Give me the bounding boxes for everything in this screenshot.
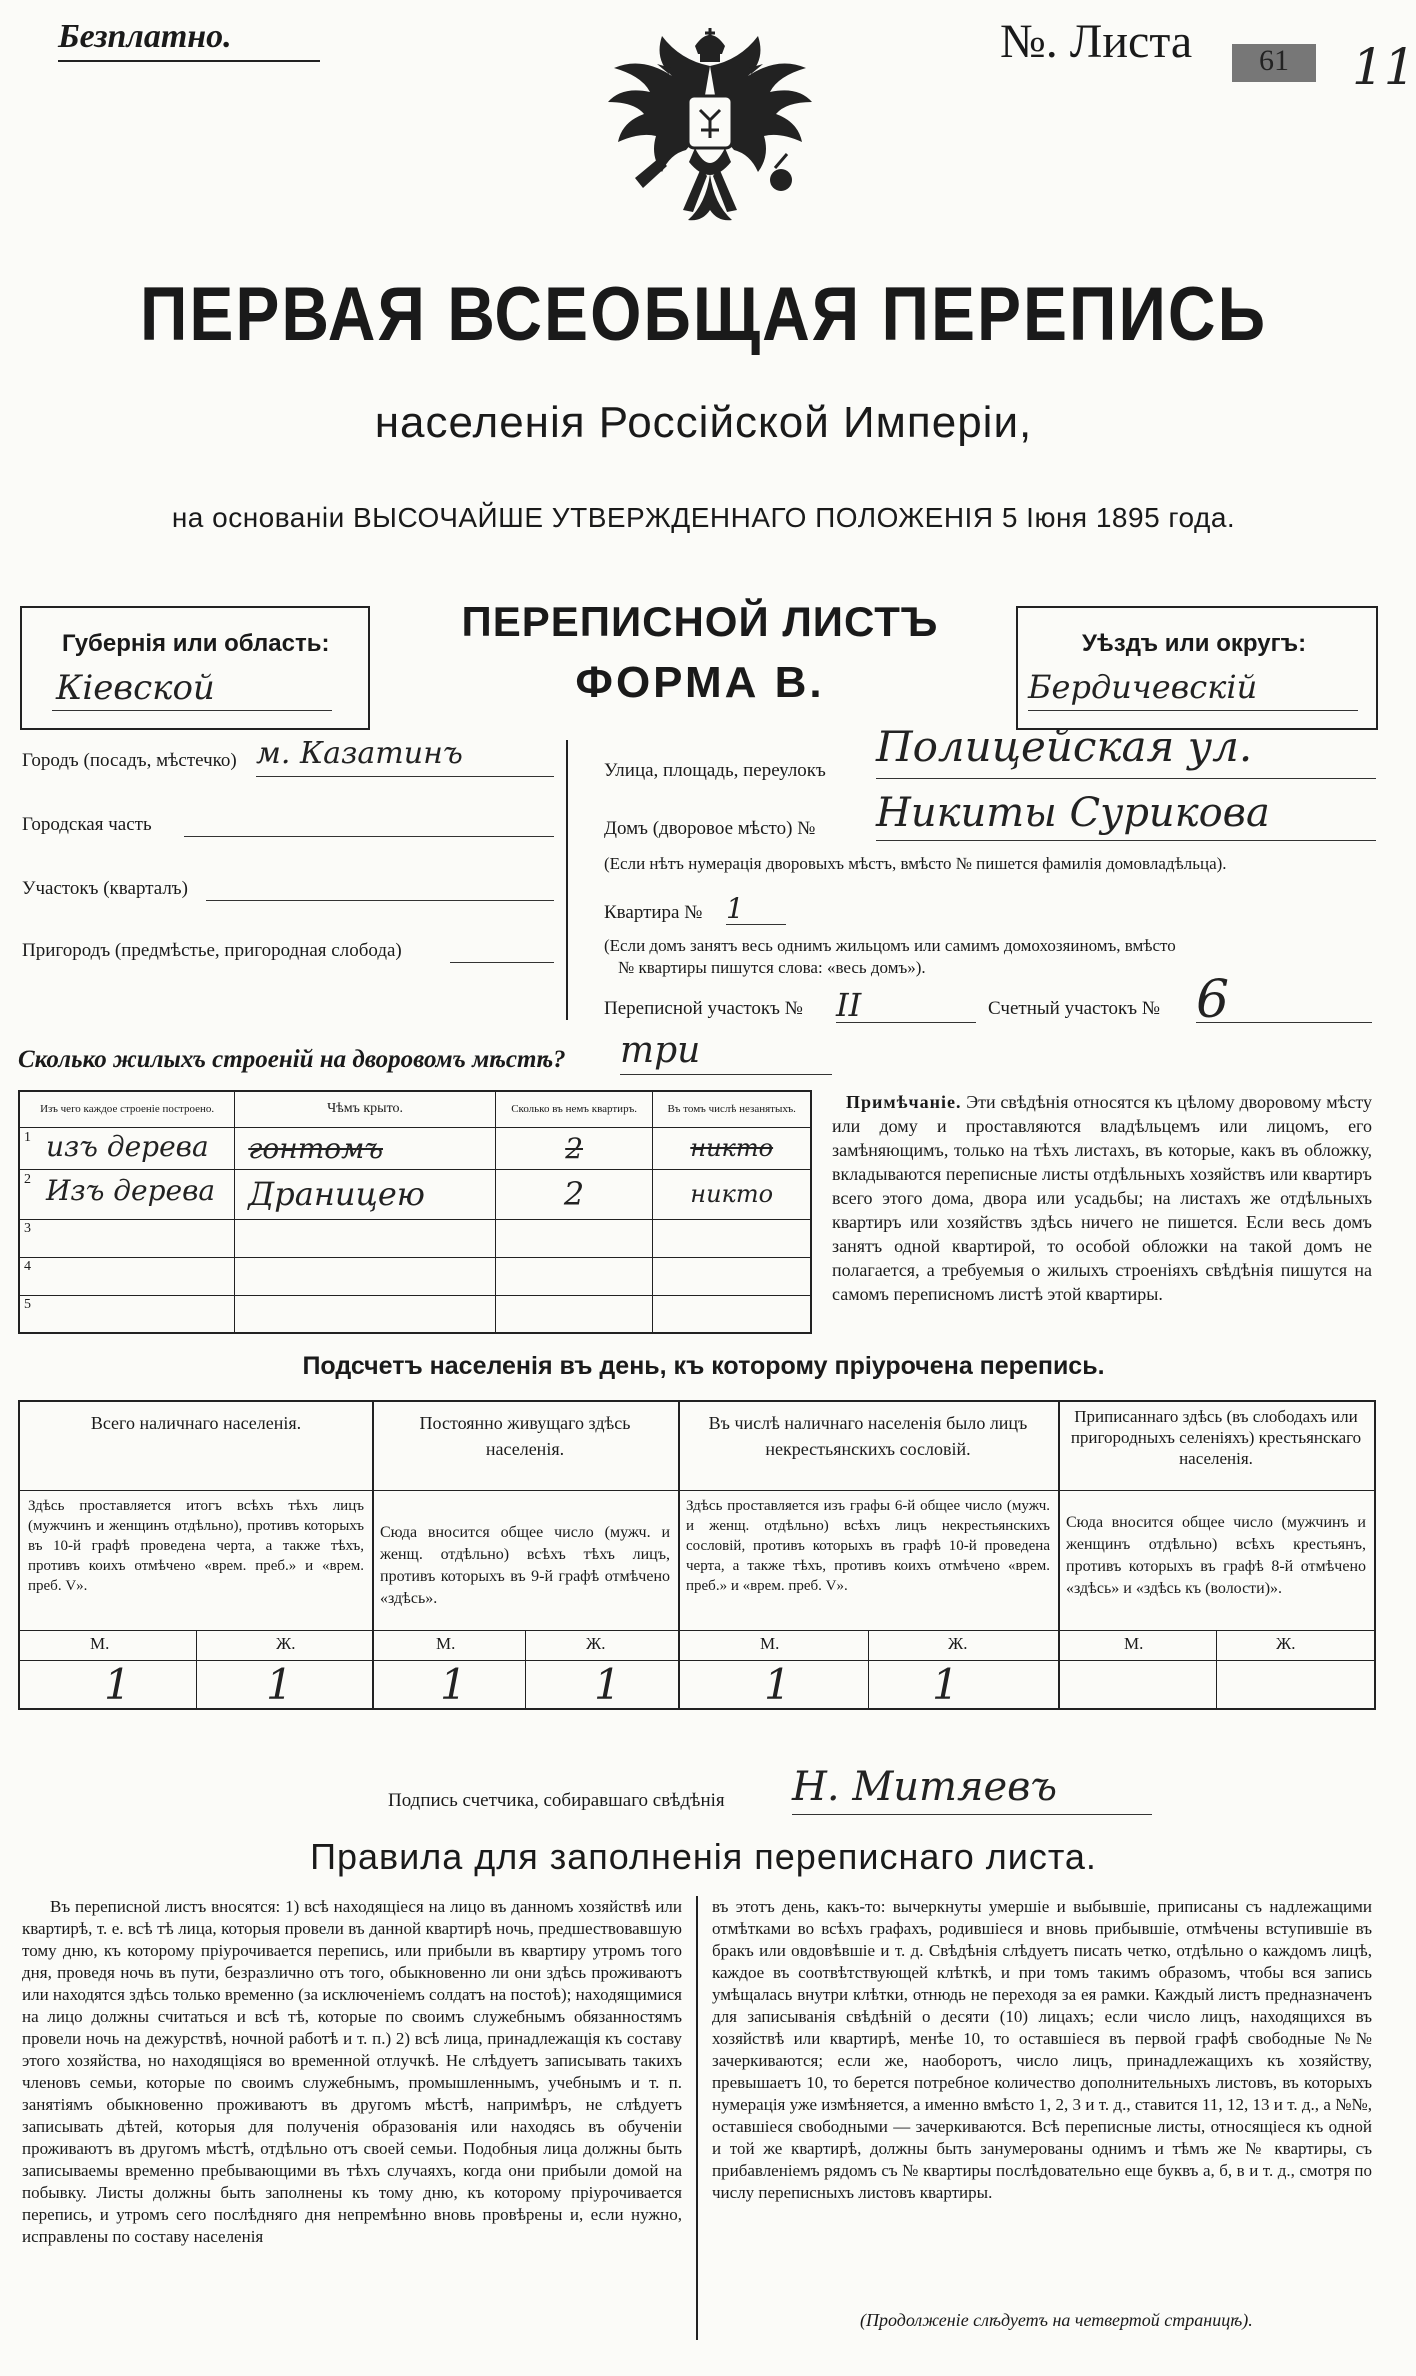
uezd-value[interactable]: Бердичевскій: [1028, 668, 1258, 706]
rules-left-column: Въ переписной листъ вносятся: 1) всѣ находящіеся на лицо въ данномъ хозяйствѣ или квартирѣ, т. е. всѣ тѣ лица, которыя провели въ данной квартирѣ ночь, предшествовавшую тому дню, къ которому пріурочивается перепись, или прибыли въ квартиру утромъ того дня, проведя ночь въ пути, безразлично отъ того, обыкновенно ли они здѣсь проживаютъ или находятся здѣсь только временно (за исключеніемъ солдатъ на постоѣ); находящимися на лицо должны считаться и всѣ тѣ, которые по своимъ служебнымъ обязанностямъ провели ночь на дежурствѣ, ночной работѣ и т. п.) 2) всѣ лица, принадлежащія къ составу этого хозяйства, но находящіяся во временной отлучкѣ. Не слѣдуетъ записывать такихъ членовъ семьи, которые по своимъ служебнымъ, промышленнымъ, учебнымъ и т. п. занятіямъ обыкновенно проживаютъ въ другомъ мѣстѣ, напримѣръ, не слѣдуетъ записывать дѣтей, которыя для полученія образованія или находясь въ обученіи проживаютъ въ другомъ мѣстѣ, отдѣльно отъ своей семьи. Подобныя лица должны быть записываемы временно пребывающими въ тѣхъ случаяхъ, когда они прибыли домой на побывку. Листы должны быть заполнены къ тому дню, къ которому пріурочивается перепись, и утромъ сего послѣдняго дня непремѣнно вновь провѣрены и, если нужно, исправлены по составу населенія: [22, 1897, 682, 2246]
gubernia-label: Губернія или область:: [62, 630, 330, 657]
city-value[interactable]: м. Казатинъ: [256, 736, 554, 777]
buildings-table: [18, 1090, 812, 1334]
street-value[interactable]: Полицейская ул.: [876, 722, 1376, 779]
permanent-female-value[interactable]: 1: [594, 1660, 621, 1709]
rules-continued: (Продолженіе слѣдуетъ на четвертой страницѣ).: [860, 2310, 1253, 2330]
apt-label: Квартира №: [604, 902, 703, 923]
rules-right-column: въ этотъ день, какъ-то: вычеркнуты умершіе и выбывшіе, приписаны съ надлежащими отмѣтками во всѣхъ графахъ, родившіеся и вновь прибывшіе, отмѣчены вступившіе въ бракъ или овдовѣвшіе и т. д. Свѣдѣнія слѣдуетъ писать четко, отдѣльно о каждомъ лицѣ, каждое въ соотвѣтствующей клѣткѣ, и при томъ такимъ образомъ, чтобы вся запись умѣщалась внутри клѣтки, отнюдь не переходя за ея рамки. Каждый листъ предназначенъ для записыванія свѣдѣній о десяти (10) лицахъ; если число лицъ, находящихся въ хозяйствѣ или квартирѣ, менѣе 10, то оставшіеся въ первой графѣ свободные №№ зачеркиваются; если же, наоборотъ, число лицъ, принадлежащихъ къ хозяйству, превышаетъ 10, то берется потребное количество дополнительныхъ листовъ, въ которыхъ нумерація уже измѣняется, а именно вмѣсто 1, 2, 3 и т. д., ставится 11, 12, 13 и т. д., а №№, оставшіеся свободными — зачеркиваются. Всѣ переписные листы, относящіеся къ одной и той же квартирѣ, должны быть занумерованы однимъ и тѣмъ же № квартиры, съ прибавленіемъ рядомъ съ № квартиры послѣдовательно еще буквъ а, б, в и т. д., смотря по числу переписныхъ листовъ квартиры.: [712, 1897, 1372, 2202]
header-roof: Чѣмъ крыто.: [235, 1091, 496, 1127]
population-col-4: Приписаннаго здѣсь (въ слободахъ или пригородныхъ селеніяхъ) крестьянскаго населенія. Сюда вносится общее число (мужчинъ и женщинъ отдѣльно) всѣхъ крестьянъ, противъ которыхъ въ графѣ 8-й отмѣчено «здѣсь» и «здѣсь къ (волости)».: [1058, 1402, 1374, 1708]
table-row: 3: [19, 1219, 811, 1257]
prigorod-field[interactable]: [450, 962, 554, 963]
apt-note-2: № квартиры пишутся слова: «весь домъ»).: [618, 958, 926, 977]
street-label: Улица, площадь, переулокъ: [604, 760, 826, 781]
house-note: (Если нѣтъ нумерація дворовыхъ мѣстъ, вмѣсто № пишется фамилія домовладѣльца).: [604, 854, 1227, 873]
count-area-value[interactable]: 6: [1196, 970, 1372, 1023]
table-row: 2 Изъ дерева Драницею 2 никто: [19, 1169, 811, 1219]
nonpeasant-female-value[interactable]: 1: [932, 1660, 959, 1709]
buildings-header-row: [19, 1091, 811, 1127]
nonpeasant-male-value[interactable]: 1: [764, 1660, 791, 1709]
free-underline: [58, 60, 320, 62]
row-2-vacant[interactable]: никто: [690, 1180, 774, 1208]
header-vacant: Въ томъ числѣ незанятыхъ.: [653, 1091, 811, 1127]
apt-note-1: (Если домъ занятъ весь однимъ жильцомъ или самимъ домохозяиномъ, вмѣсто: [604, 936, 1176, 955]
gubernia-value[interactable]: Кіевской: [56, 668, 215, 708]
population-title: Подсчетъ населенія въ день, къ которому пріурочена перепись.: [302, 1352, 1105, 1380]
table-row: 4: [19, 1257, 811, 1295]
population-col-3: Въ числѣ наличнаго населенія было лицъ некрестьянскихъ сословій. Здѣсь проставляется изъ графы 6-й общее число (мужч. и женщ. отдѣльно) всѣхъ лицъ некрестьянскихъ сословій, противъ которыхъ въ графѣ 10-й проведена черта, а также тѣхъ, противъ коихъ отмѣчено «врем. преб.» и «врем. преб. V».: [678, 1402, 1060, 1708]
note-title: Примѣчаніе.: [846, 1092, 962, 1112]
city-label: Городъ (посадъ, мѣстечко): [22, 750, 237, 771]
table-row: 5: [19, 1295, 811, 1333]
note-block: [832, 1090, 1372, 1306]
row-1-roof[interactable]: гонтомъ: [248, 1131, 384, 1165]
note-text: Эти свѣдѣнія относятся къ цѣлому дворовому мѣсту или дому и проставляются владѣльцемъ или лицомъ, его замѣняющимъ, только на тѣхъ листахъ, въ которые, какъ въ обложку, вкладываются переписные листы отдѣльныхъ хозяйствъ или квартиръ всего этого дома, двора или усадьбы; на листахъ же отдѣльныхъ квартиръ или хозяйствъ здѣсь ничего не пишется. Если весь домъ занятъ одной квартирой, то особой обложки на такой домъ не полагается, а требуемыя о жилыхъ строеніяхъ свѣдѣнія пишутся на самомъ переписномъ листѣ этой квартиры.: [832, 1092, 1372, 1304]
permanent-male-value[interactable]: 1: [440, 1660, 467, 1709]
city-part-field[interactable]: [184, 836, 554, 837]
legal-basis: на основаніи ВЫСОЧАЙШЕ УТВЕРЖДЕННАГО ПОЛОЖЕНІЯ 5 Іюня 1895 года.: [171, 502, 1236, 533]
row-1-vacant[interactable]: никто: [690, 1134, 774, 1162]
free-label: Безплатно.: [58, 18, 232, 55]
prigorod-label: Пригородъ (предмѣстье, пригородная слобода): [22, 940, 402, 961]
house-value[interactable]: Никиты Сурикова: [876, 790, 1376, 841]
row-1-apts[interactable]: 2: [565, 1131, 584, 1165]
total-male-value[interactable]: 1: [104, 1660, 131, 1709]
apt-value[interactable]: 1: [726, 892, 786, 925]
row-1-material[interactable]: изъ дерева: [46, 1129, 209, 1163]
row-2-roof[interactable]: Драницею: [248, 1175, 425, 1213]
corner-mark: 11: [1352, 38, 1416, 96]
header-apts: Сколько въ немъ квартиръ.: [495, 1091, 653, 1127]
count-area-label: Счетный участокъ №: [988, 998, 1160, 1019]
total-female-value[interactable]: 1: [266, 1660, 293, 1709]
imperial-eagle-emblem-icon: [575, 18, 845, 250]
census-area-value[interactable]: II: [836, 986, 976, 1023]
population-col-2: Постоянно живущаго здѣсь населенія. Сюда вносится общее число (мужч. и женщ. отдѣльно) всѣхъ тѣхъ лицъ, противъ которыхъ въ 9-й графѣ отмѣчено «здѣсь».: [372, 1402, 680, 1708]
document-subtitle: населенія Россійской Имперіи,: [374, 398, 1033, 447]
gubernia-box: [20, 606, 370, 730]
census-area-label: Переписной участокъ №: [604, 998, 803, 1019]
uezd-box: [1016, 606, 1378, 730]
city-part-label: Городская часть: [22, 814, 152, 835]
header-material: Изъ чего каждое строеніе построено.: [19, 1091, 235, 1127]
uchastok-label: Участокъ (кварталъ): [22, 878, 188, 899]
row-2-material[interactable]: Изъ дерева: [46, 1173, 216, 1207]
population-col-1: Всего наличнаго населенія. Здѣсь проставляется итогъ всѣхъ тѣхъ лицъ (мужчинъ и женщинъ отдѣльно), противъ которыхъ въ 10-й графѣ проведена черта, а также тѣхъ, противъ коихъ отмѣчено «врем. преб.» и «врем. преб. V».: [20, 1402, 374, 1708]
form-code: ФОРМА В.: [575, 658, 825, 707]
house-label: Домъ (дворовое мѣсто) №: [604, 818, 816, 839]
signature-label: Подпись счетчика, собиравшаго свѣдѣнія: [388, 1790, 725, 1811]
row-2-apts[interactable]: 2: [563, 1175, 585, 1213]
signature-value[interactable]: Н. Митяевъ: [792, 1764, 1152, 1815]
population-table: Всего наличнаго населенія. Здѣсь проставляется итогъ всѣхъ тѣхъ лицъ (мужчинъ и женщинъ отдѣльно), противъ которыхъ въ 10-й графѣ проведена черта, а также тѣхъ, противъ коихъ отмѣчено «врем. преб.» и «врем. преб. V». Постоянно живущаго здѣсь населенія. Сюда вносится общее число (мужч. и женщ. отдѣльно) всѣхъ тѣхъ лицъ, противъ которыхъ въ 9-й графѣ отмѣчено «здѣсь». Въ числѣ наличнаго населенія было лицъ некрестьянскихъ сословій. Здѣсь проставляется изъ графы 6-й общее число (мужч. и женщ. отдѣльно) всѣхъ лицъ некрестьянскихъ сословій, противъ которыхъ въ графѣ 10-й проведена черта, а также тѣхъ, противъ коихъ отмѣчено «врем. преб.» и «врем. преб. V». Приписаннаго здѣсь (въ слободахъ или пригородныхъ селеніяхъ) крестьянскаго населенія. Сюда вносится общее число (мужчинъ и женщинъ отдѣльно) всѣхъ крестьянъ, противъ которыхъ въ графѣ 8-й отмѣчено «здѣсь» и «здѣсь къ (волости)». М. Ж. М. Ж. М. Ж. М. Ж. 1 1 1 1 1 1: [18, 1400, 1376, 1710]
rules-title: Правила для заполненія переписнаго листа.: [310, 1836, 1097, 1877]
form-name: ПЕРЕПИСНОЙ ЛИСТЪ: [461, 598, 939, 645]
document-title: ПЕРВАЯ ВСЕОБЩАЯ ПЕРЕПИСЬ: [139, 271, 1268, 357]
uchastok-field[interactable]: [206, 900, 554, 901]
uezd-label: Уѣздъ или округъ:: [1082, 630, 1307, 657]
table-row: 1 изъ дерева гонтомъ 2 никто: [19, 1127, 811, 1169]
buildings-question: Сколько жилыхъ строеній на дворовомъ мѣстѣ?: [18, 1046, 566, 1073]
buildings-answer[interactable]: три: [620, 1030, 832, 1075]
sheet-number-label: №. Листа: [1000, 15, 1193, 68]
sheet-number-value: 61: [1232, 44, 1316, 82]
